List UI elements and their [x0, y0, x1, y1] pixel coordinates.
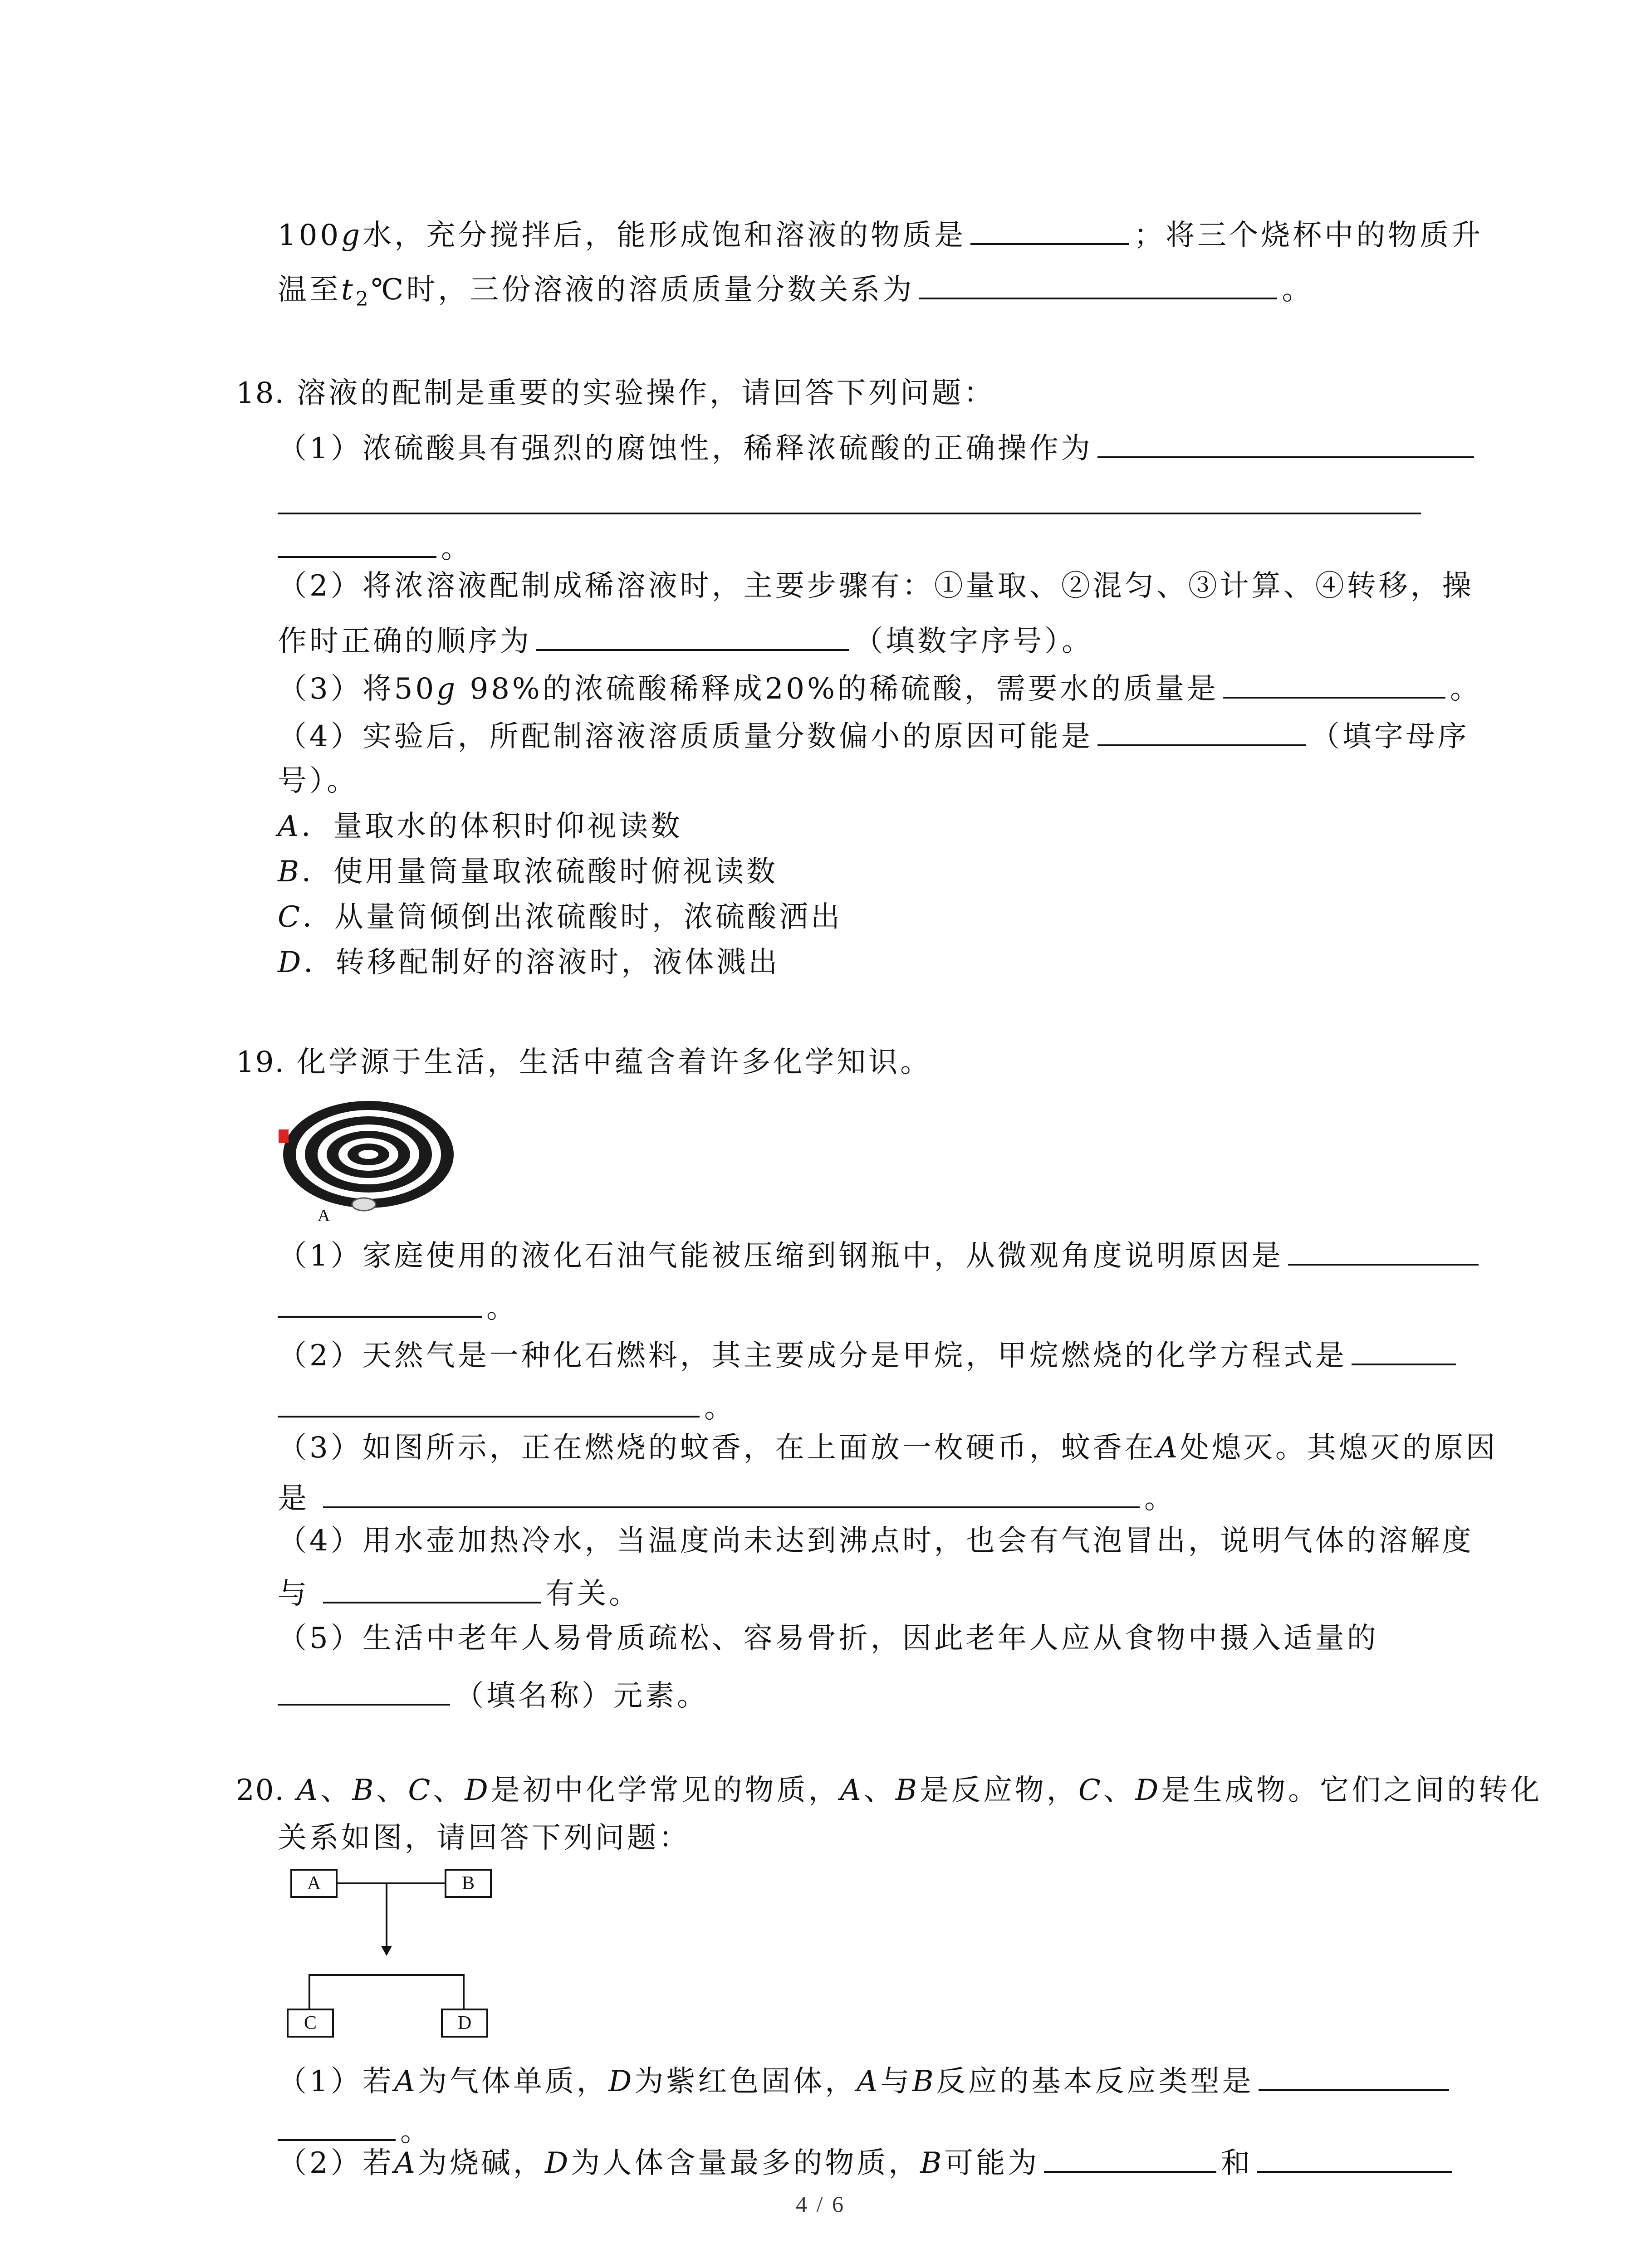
- q18-p4-text-a: （4）实验后，所配制溶液溶质质量分数偏小的原因可能是: [278, 720, 1093, 753]
- q18-stem-text: 溶液的配制是重要的实验操作，请回答下列问题：: [297, 376, 996, 410]
- q20-letter: D: [1135, 1774, 1161, 1807]
- q19-blank-1a[interactable]: [1288, 1238, 1479, 1266]
- q18-p3: [278, 671, 1482, 704]
- q20-p2-text: （2）若: [278, 2146, 394, 2180]
- q19-p3-text-c: 是: [278, 1482, 309, 1515]
- q20-p1-end: [278, 2114, 432, 2146]
- q20-blank-2b[interactable]: [1257, 2146, 1452, 2173]
- q20-p1-text: 反应的基本反应类型是: [936, 2065, 1254, 2098]
- q18-p3-unit: g: [436, 672, 458, 706]
- q20-p2-text: 可能为: [944, 2146, 1040, 2180]
- q20-letter: D: [465, 1774, 491, 1807]
- q20-sep: 、: [320, 1774, 353, 1807]
- q20-letter: B: [895, 1774, 920, 1807]
- q18-p4a: [278, 719, 1470, 751]
- q18-blank-1c[interactable]: [278, 531, 436, 558]
- q20-letter: B: [920, 2146, 945, 2180]
- q20-letter: A: [857, 2065, 881, 2098]
- option-text: ．使用量筒量取浓硫酸时俯视读数: [302, 855, 779, 889]
- q20-letter: A: [840, 1774, 864, 1807]
- q19-blank-2a[interactable]: [1352, 1338, 1456, 1365]
- q19-p4-text-c: 有关。: [545, 1577, 641, 1611]
- box-d: D: [441, 2009, 488, 2038]
- q20-stem2: [278, 1823, 691, 1853]
- q20-stem2-text: 关系如图，请回答下列问题：: [278, 1821, 691, 1855]
- q19-p3-period: 。: [1144, 1482, 1176, 1515]
- q20-p1-text: （1）若: [278, 2065, 394, 2098]
- q18-p2a: [278, 569, 1474, 603]
- q19-p3a: [278, 1431, 1498, 1465]
- q19-blank-4[interactable]: [323, 1576, 541, 1603]
- q20-p1-period: 。: [400, 2115, 432, 2148]
- q18-p2-text-c: （填数字序号）。: [854, 625, 1093, 658]
- q20-p1-text: 与: [880, 2065, 912, 2098]
- q18-p1-period: 。: [441, 532, 473, 565]
- q18-blank-3[interactable]: [1223, 671, 1445, 699]
- q20-p1-text: 为气体单质，: [417, 2065, 608, 2098]
- q20-letter: D: [544, 2146, 571, 2180]
- connector-ab: [338, 1882, 445, 1884]
- connector-d: [463, 1974, 465, 2010]
- q19-p3b: [278, 1481, 1176, 1513]
- q20-p2-text: 为烧碱，: [417, 2146, 545, 2180]
- q18-blank-2[interactable]: [536, 624, 849, 651]
- q17-temp-subscript: 2: [355, 287, 371, 311]
- option-text: ．转移配制好的溶液时，液体溅出: [304, 946, 780, 979]
- q19-blank-3[interactable]: [323, 1481, 1140, 1508]
- q17-period: 。: [1282, 273, 1314, 307]
- q20-text: 是反应物，: [919, 1774, 1078, 1807]
- q19-blank-5[interactable]: [278, 1678, 450, 1706]
- q19-blank-2b[interactable]: [278, 1390, 700, 1418]
- mosquito-coil-figure: [278, 1098, 459, 1229]
- q17-text-d: ℃时，三份溶液的溶质质量分数关系为: [371, 273, 915, 307]
- q20-sep: 、: [1103, 1774, 1135, 1807]
- q19-p1-period: 。: [486, 1291, 518, 1325]
- q20-blank-2a[interactable]: [1044, 2146, 1216, 2173]
- q17-unit: g: [341, 219, 363, 252]
- q20-letter: A: [394, 2065, 418, 2098]
- q19-p5-text-a: （5）生活中老年人易骨质疏松、容易骨折，因此老年人应从食物中摄入适量的: [278, 1622, 1379, 1655]
- option-letter: D: [278, 946, 304, 979]
- q19-stem-text: 化学源于生活，生活中蕴含着许多化学知识。: [297, 1046, 932, 1079]
- q18-blank-1b[interactable]: [278, 513, 1421, 514]
- page-number: 4 / 6: [796, 2191, 845, 2217]
- reaction-diagram: [290, 1869, 526, 2059]
- q20-text: 是生成物。它们之间的转化: [1161, 1774, 1543, 1807]
- q18-p3-period: 。: [1450, 672, 1482, 706]
- q19-p2-period: 。: [704, 1391, 736, 1425]
- q19-p4-text-a: （4）用水壶加热冷水，当温度尚未达到沸点时，也会有气泡冒出，说明气体的溶解度: [278, 1524, 1474, 1558]
- q17-text-b: ；将三个烧杯中的物质升: [1134, 219, 1484, 252]
- q17-line1: [278, 218, 1483, 250]
- q18-option-b[interactable]: [278, 855, 779, 889]
- q20-text: 是初中化学常见的物质，: [490, 1774, 840, 1807]
- q19-stem: [236, 1048, 932, 1077]
- q19-p5a: [278, 1624, 1379, 1653]
- q18-p4-text-b: （填字母序: [1310, 720, 1470, 753]
- q19-p2: [278, 1338, 1460, 1373]
- q19-p3-point: A: [1156, 1431, 1180, 1465]
- q18-p1-end: [278, 531, 473, 563]
- q17-text-c: 温至: [278, 273, 341, 307]
- q20-stem: [236, 1776, 1542, 1805]
- q18-blank-4[interactable]: [1097, 719, 1306, 746]
- connector-cd: [309, 1974, 465, 1976]
- option-text: ．从量筒倾倒出浓硫酸时，浓硫酸洒出: [302, 900, 843, 934]
- q18-p3-mass: 50: [394, 672, 437, 706]
- q18-p1-text: （1）浓硫酸具有强烈的腐蚀性，稀释浓硫酸的正确操作为: [278, 432, 1093, 465]
- q19-p4-text-b: 与: [278, 1577, 309, 1611]
- q19-p4b: [278, 1576, 641, 1611]
- q20-p2-text: 和: [1221, 2146, 1253, 2180]
- q19-p2-text: （2）天然气是一种化石燃料，其主要成分是甲烷，甲烷燃烧的化学方程式是: [278, 1339, 1347, 1373]
- q18-option-d[interactable]: [278, 948, 780, 977]
- q17-blank-1[interactable]: [970, 218, 1129, 245]
- q20-blank-1b[interactable]: [278, 2114, 396, 2141]
- q19-p5-text-b: （填名称）元素。: [455, 1679, 709, 1713]
- connector-down: [386, 1882, 387, 1950]
- q20-letter: D: [608, 2065, 635, 2098]
- q19-p2-end: [278, 1390, 736, 1425]
- q20-sep: 、: [863, 1774, 896, 1807]
- q18-option-c[interactable]: [278, 900, 843, 934]
- q20-letter: C: [1078, 1774, 1103, 1807]
- q20-letter: B: [912, 2065, 936, 2098]
- q20-p1: [278, 2064, 1454, 2096]
- box-c: C: [287, 2009, 334, 2038]
- q19-p4a: [278, 1524, 1474, 1558]
- q20-sep: 、: [433, 1774, 465, 1807]
- q18-p4b: [278, 764, 358, 798]
- q20-letter: C: [408, 1774, 433, 1807]
- q17-line2: [278, 272, 1313, 314]
- q20-letter: A: [297, 1774, 321, 1807]
- q19-number: 19.: [236, 1046, 285, 1079]
- q19-p1-end: [278, 1290, 518, 1323]
- q17-text-a: 水，充分搅拌后，能形成饱和溶液的物质是: [362, 219, 966, 252]
- q20-p2-text: 为人体含量最多的物质，: [571, 2146, 921, 2180]
- q18-p3-text-a: （3）将: [278, 672, 394, 706]
- arrow-down-icon: [381, 1946, 392, 1956]
- option-letter: C: [278, 900, 303, 934]
- q18-number: 18.: [236, 376, 285, 410]
- q17-temp-symbol: t: [341, 273, 356, 307]
- q20-p1-text: 为紫红色固体，: [634, 2065, 857, 2098]
- q18-p2-text-a: （2）将浓溶液配制成稀溶液时，主要步骤有：①量取、②混匀、③计算、④转移，操: [278, 569, 1474, 603]
- q18-p1: [278, 431, 1479, 463]
- q19-blank-1b[interactable]: [278, 1290, 482, 1318]
- q18-p2b: [278, 624, 1093, 656]
- box-a: A: [290, 1869, 338, 1898]
- connector-c: [309, 1974, 310, 2010]
- q18-stem: [236, 376, 996, 410]
- option-text: ．量取水的体积时仰视读数: [301, 810, 683, 843]
- q20-blank-1a[interactable]: [1259, 2064, 1449, 2091]
- box-b: B: [445, 1869, 492, 1898]
- q17-mass: 100: [278, 219, 342, 252]
- q19-p1-text: （1）家庭使用的液化石油气能被压缩到钢瓶中，从微观角度说明原因是: [278, 1239, 1283, 1273]
- mosquito-coil-icon: [278, 1098, 459, 1229]
- q18-p3-text-b: 98%的浓硫酸稀释成20%的稀硫酸，需要水的质量是: [458, 672, 1219, 706]
- option-letter: B: [278, 855, 302, 889]
- figure-label-a: A: [318, 1206, 330, 1225]
- q18-blank-1a[interactable]: [1097, 431, 1474, 458]
- q20-p2: [278, 2146, 1457, 2178]
- q20-sep: 、: [376, 1774, 408, 1807]
- q20-number: 20.: [236, 1774, 285, 1807]
- q19-p1: [278, 1238, 1483, 1271]
- q18-option-a[interactable]: [278, 812, 682, 841]
- option-letter: A: [278, 810, 302, 843]
- q19-p5b: [278, 1678, 709, 1711]
- q19-p3-text-b: 处熄灭。其熄灭的原因: [1180, 1431, 1498, 1465]
- q18-p4-text-c: 号）。: [278, 764, 358, 798]
- q18-p2-text-b: 作时正确的顺序为: [278, 625, 532, 658]
- q19-p3-text-a: （3）如图所示，正在燃烧的蚊香，在上面放一枚硬币，蚊香在: [278, 1431, 1156, 1465]
- q20-letter: A: [394, 2146, 418, 2180]
- q20-letter: B: [352, 1774, 377, 1807]
- q17-blank-2[interactable]: [919, 272, 1277, 299]
